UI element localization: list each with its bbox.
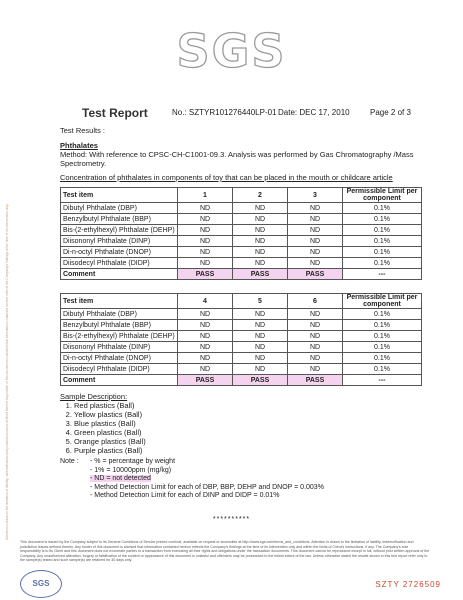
result-cell: ---: [343, 375, 422, 386]
value-cell: ND: [288, 236, 343, 247]
test-item-cell: Di-n-octyl Phthalate (DNOP): [61, 353, 178, 364]
result-cell: ---: [343, 269, 422, 280]
value-cell: ND: [178, 247, 233, 258]
value-cell: ND: [288, 331, 343, 342]
note-label: Note :: [60, 458, 79, 465]
report-title: Test Report: [82, 106, 148, 120]
note-line: - 1% = 10000ppm (mg/kg): [90, 466, 172, 474]
table-row: [61, 247, 422, 258]
column-header: 6: [288, 294, 343, 309]
value-cell: ND: [178, 331, 233, 342]
table-row: [61, 236, 422, 247]
result-cell: PASS: [233, 375, 288, 386]
comment-label: Comment: [61, 269, 178, 280]
results-table-2: [60, 293, 422, 386]
table-row: [61, 342, 422, 353]
report-number: No.: SZTYR101276440LP-01: [172, 108, 277, 117]
comment-row: [61, 269, 422, 280]
value-cell: 0.1%: [343, 214, 422, 225]
test-results-label: Test Results :: [60, 126, 106, 135]
table-row: [61, 214, 422, 225]
value-cell: ND: [288, 320, 343, 331]
result-cell: PASS: [233, 269, 288, 280]
test-item-cell: Diisodecyl Phthalate (DIDP): [61, 258, 178, 269]
table-row: [61, 331, 422, 342]
sample-list: [60, 401, 146, 455]
value-cell: ND: [178, 309, 233, 320]
column-header: Test item: [61, 294, 178, 309]
results-table-1: [60, 187, 422, 280]
note-line: - ND = not detected: [90, 475, 151, 482]
phthalates-section: [60, 141, 420, 168]
value-cell: ND: [178, 364, 233, 375]
test-item-cell: Diisononyl Phthalate (DINP): [61, 342, 178, 353]
value-cell: 0.1%: [343, 353, 422, 364]
value-cell: ND: [233, 331, 288, 342]
note-line: - Method Detection Limit for each of DBP, BBP, DEHP and DNOP = 0.003%: [90, 483, 324, 491]
table-header-row: [61, 294, 422, 309]
result-cell: PASS: [178, 269, 233, 280]
list-item: 4. Green plastics (Ball): [74, 428, 146, 437]
value-cell: ND: [233, 342, 288, 353]
list-item: 1. Red plastics (Ball): [74, 401, 146, 410]
sample-heading: Sample Description:: [60, 392, 128, 401]
test-item-cell: Dibutyl Phthalate (DBP): [61, 203, 178, 214]
test-item-cell: Dibutyl Phthalate (DBP): [61, 309, 178, 320]
comment-label: Comment: [61, 375, 178, 386]
test-item-cell: Benzylbutyl Phthalate (BBP): [61, 214, 178, 225]
value-cell: ND: [288, 225, 343, 236]
value-cell: 0.1%: [343, 225, 422, 236]
column-header: 3: [288, 188, 343, 203]
value-cell: 0.1%: [343, 258, 422, 269]
value-cell: ND: [233, 247, 288, 258]
serial-number: SZTY 2726509: [375, 580, 441, 589]
table-row: [61, 320, 422, 331]
value-cell: ND: [288, 258, 343, 269]
test-item-cell: Bis-(2-ethylhexyl) Phthalate (DEHP): [61, 331, 178, 342]
column-header: Test item: [61, 188, 178, 203]
table-row: [61, 364, 422, 375]
method-text: Method: With reference to CPSC-CH-C1001-09.3. Analysis was performed by Gas Chromatography /Mass Spectrometry.: [60, 150, 414, 168]
column-header: 2: [233, 188, 288, 203]
sample-description: [60, 392, 146, 455]
page-number: Page 2 of 3: [370, 108, 411, 117]
test-item-cell: Diisononyl Phthalate (DINP): [61, 236, 178, 247]
value-cell: ND: [288, 353, 343, 364]
value-cell: 0.1%: [343, 320, 422, 331]
column-header: Permissible Limit per component: [343, 188, 422, 203]
note-line: - Method Detection Limit for each of DINP and DIDP = 0.01%: [90, 492, 280, 499]
notes: [60, 458, 324, 501]
value-cell: ND: [288, 342, 343, 353]
value-cell: 0.1%: [343, 236, 422, 247]
result-cell: PASS: [178, 375, 233, 386]
value-cell: ND: [178, 320, 233, 331]
value-cell: 0.1%: [343, 331, 422, 342]
side-disclaimer: Attention is drawn to the limitation of liability, indemnification and jurisdiction issues defined therein. Any holder of this document is advised that information contained hereon reflects the Company's findings at the time of its intervention only.: [5, 203, 9, 540]
footer-disclaimer: This document is issued by the Company subject to its General Conditions of Service printed overleaf, available on request or accessible at http://www.sgs.com/terms_and_conditions. Attention is drawn to the limitation of liability, indemnification and jurisdiction issues defined therein. Any holder of this document is advised that information contained hereon reflects the Company's findings at the time of its intervention only and within the limits of Client's instructions, if any. The Company's sole responsibility is to its Client and this document does not exonerate parties to a transaction from exercising all their rights and obligations under the transaction documents. This document cannot be reproduced except in full, without prior written approval of the Company. Any unauthorized alteration, forgery or falsification of the content or appearance of this document is unlawful and offenders may be prosecuted to the fullest extent of the law. Unless otherwise stated the results shown in this test report refer only to the sample(s) tested and such sample(s) are retained for 30 days only.: [20, 540, 430, 562]
test-item-cell: Di-n-octyl Phthalate (DNOP): [61, 247, 178, 258]
test-item-cell: Bis-(2-ethylhexyl) Phthalate (DEHP): [61, 225, 178, 236]
logo-area: [0, 24, 463, 78]
value-cell: ND: [288, 364, 343, 375]
note-line: - % = percentage by weight: [90, 458, 176, 465]
value-cell: ND: [233, 214, 288, 225]
table-header-row: [61, 188, 422, 203]
value-cell: ND: [178, 214, 233, 225]
value-cell: 0.1%: [343, 342, 422, 353]
column-header: 1: [178, 188, 233, 203]
value-cell: ND: [233, 364, 288, 375]
value-cell: ND: [178, 342, 233, 353]
value-cell: 0.1%: [343, 247, 422, 258]
value-cell: ND: [178, 258, 233, 269]
value-cell: ND: [233, 203, 288, 214]
value-cell: ND: [178, 353, 233, 364]
result-cell: PASS: [288, 269, 343, 280]
value-cell: 0.1%: [343, 309, 422, 320]
value-cell: 0.1%: [343, 203, 422, 214]
value-cell: 0.1%: [343, 364, 422, 375]
list-item: 6. Purple plastics (Ball): [74, 446, 146, 455]
column-header: 4: [178, 294, 233, 309]
table-row: [61, 203, 422, 214]
list-item: 2. Yellow plastics (Ball): [74, 410, 146, 419]
value-cell: ND: [288, 214, 343, 225]
value-cell: ND: [233, 353, 288, 364]
table-row: [61, 353, 422, 364]
table-row: [61, 258, 422, 269]
note-lines: [90, 458, 324, 501]
value-cell: ND: [178, 236, 233, 247]
value-cell: ND: [233, 258, 288, 269]
comment-row: [61, 375, 422, 386]
end-marker: **********: [212, 516, 251, 523]
table-row: [61, 309, 422, 320]
value-cell: ND: [288, 247, 343, 258]
test-item-cell: Benzylbutyl Phthalate (BBP): [61, 320, 178, 331]
column-header: Permissible Limit per component: [343, 294, 422, 309]
phthalates-heading: Phthalates: [60, 141, 98, 150]
value-cell: ND: [288, 203, 343, 214]
test-item-cell: Diisodecyl Phthalate (DIDP): [61, 364, 178, 375]
value-cell: ND: [233, 236, 288, 247]
value-cell: ND: [233, 320, 288, 331]
value-cell: ND: [233, 309, 288, 320]
report-date: Date: DEC 17, 2010: [278, 108, 350, 117]
sgs-stamp: SGS: [20, 570, 62, 598]
value-cell: ND: [233, 225, 288, 236]
list-item: 5. Orange plastics (Ball): [74, 437, 146, 446]
value-cell: ND: [178, 203, 233, 214]
column-header: 5: [233, 294, 288, 309]
result-cell: PASS: [288, 375, 343, 386]
table-row: [61, 225, 422, 236]
value-cell: ND: [288, 309, 343, 320]
list-item: 3. Blue plastics (Ball): [74, 419, 146, 428]
value-cell: ND: [178, 225, 233, 236]
sgs-logo: SGS: [176, 24, 287, 78]
concentration-title: Concentration of phthalates in components of toy that can be placed in the mouth or childcare article: [60, 173, 393, 182]
